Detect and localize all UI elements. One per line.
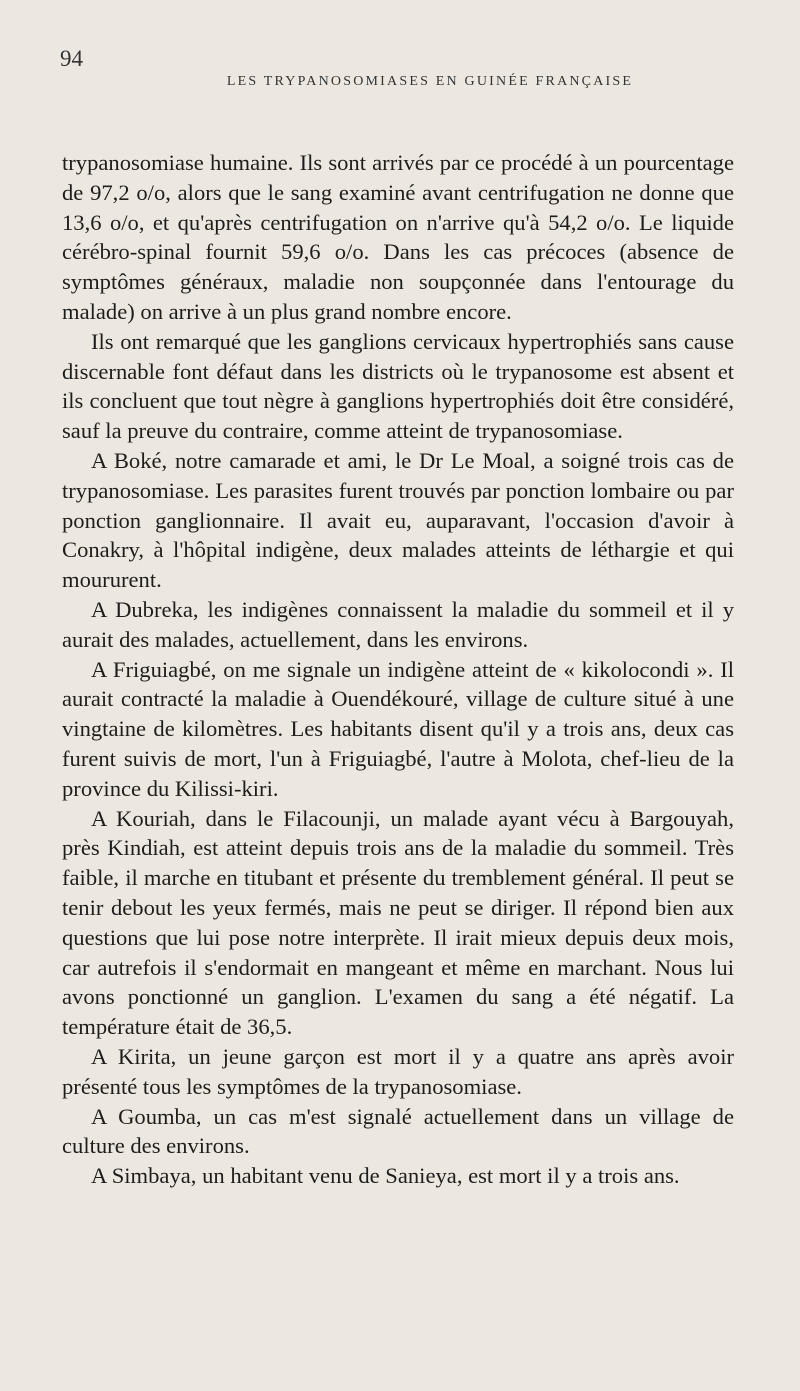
- running-head: [60, 44, 740, 89]
- paragraph: A Kouriah, dans le Filacounji, un malade ayant vécu à Bargouyah, près Kindiah, est atteint depuis trois ans de la maladie du sommeil. Très faible, il marche en titubant et présente du tremblement général. Il peut se tenir debout les yeux fermés, mais ne peut se diriger. Il répond bien aux questions que lui pose notre interprète. Il irait mieux depuis deux mois, car autrefois il s'endormait en mangeant et même en marchant. Nous lui avons ponctionné un ganglion. L'examen du sang a été négatif. La température était de 36,5.: [62, 805, 734, 1040]
- paragraph: A Simbaya, un habitant venu de Sanieya, est mort il y a trois ans.: [91, 1163, 680, 1189]
- paragraph: A Boké, notre camarade et ami, le Dr Le Moal, a soigné trois cas de trypanosomiase. Les parasites furent trouvés par ponction lombaire ou par ponction ganglionnaire. Il avait eu, auparavant, l'occasion d'avoir à Conakry, à l'hôpital indigène, deux malades atteints de léthargie et qui moururent.: [62, 447, 734, 593]
- paragraph: A Friguiagbé, on me signale un indigène atteint de « kikolocondi ». Il aurait contracté la maladie à Ouendékouré, village de culture situé à une vingtaine de kilomètres. Les habitants disent qu'il y a trois ans, deux cas furent suivis de mort, l'un à Friguiagbé, l'autre à Molota, chef-lieu de la province du Kilissi-kiri.: [62, 656, 734, 801]
- page-number: 94: [60, 46, 83, 71]
- body-text: [62, 148, 734, 1191]
- paragraph: A Goumba, un cas m'est signalé actuellement dans un village de culture des environs.: [62, 1103, 734, 1159]
- paragraph: trypanosomiase humaine. Ils sont arrivés par ce procédé à un pourcentage de 97,2 o/o, alors que le sang examiné avant centrifugation ne donne que 13,6 o/o, et qu'après centrifugation on n'arrive qu'à 54,2 o/o. Le liquide cérébro-spinal fournit 59,6 o/o. Dans les cas précoces (absence de symptômes généraux, maladie non soupçonnée dans l'entourage du malade) on arrive à un plus grand nombre encore.: [62, 150, 734, 324]
- paragraph: A Kirita, un jeune garçon est mort il y a quatre ans après avoir présenté tous les symptômes de la trypanosomiase.: [62, 1043, 734, 1099]
- running-title: LES TRYPANOSOMIASES EN GUINÉE FRANÇAISE: [226, 74, 634, 89]
- paragraph: A Dubreka, les indigènes connaissent la maladie du sommeil et il y aurait des malades, actuellement, dans les environs.: [62, 596, 734, 652]
- paragraph: Ils ont remarqué que les ganglions cervicaux hypertrophiés sans cause discernable font défaut dans les districts où le trypanosome est absent et ils concluent que tout nègre à ganglions hypertrophiés doit être considéré, sauf la preuve du contraire, comme atteint de trypanosomiase.: [62, 328, 734, 444]
